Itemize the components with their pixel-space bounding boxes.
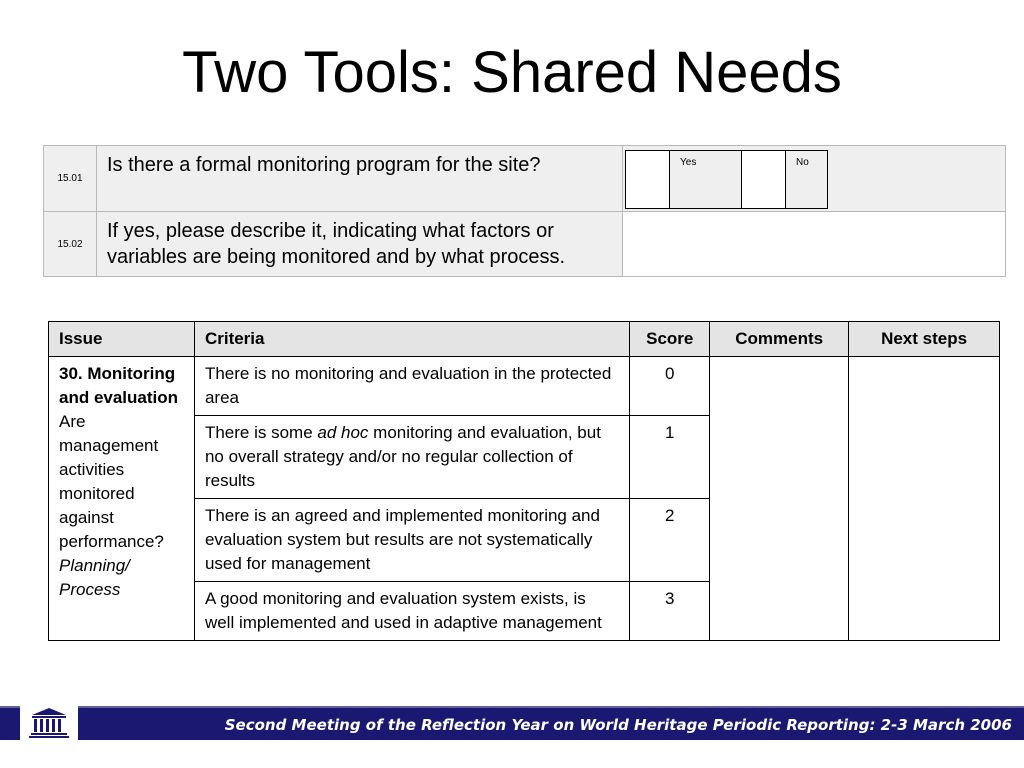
header-criteria: Criteria	[194, 322, 629, 357]
score-cell: 0	[630, 357, 710, 416]
issue-title: 30. Monitoring and evaluation	[59, 364, 179, 407]
criteria-cell: There is some ad hoc monitoring and evaluation, but no overall strategy and/or no regular collection of results	[194, 416, 629, 499]
unesco-temple-icon	[20, 704, 78, 742]
criteria-cell: There is an agreed and implemented monitoring and evaluation system but results are not systematically used for management	[194, 499, 629, 582]
question-number: 15.01	[44, 146, 97, 212]
comments-cell[interactable]	[710, 357, 849, 641]
issue-cell	[49, 357, 195, 641]
issue-category: Planning/ Process	[59, 556, 130, 599]
question-number: 15.02	[44, 212, 97, 277]
score-cell: 3	[630, 582, 710, 641]
no-checkbox[interactable]	[742, 151, 786, 209]
question-row	[44, 146, 1006, 212]
unesco-logo	[20, 704, 78, 742]
yes-checkbox[interactable]	[626, 151, 670, 209]
yes-label: Yes	[670, 151, 742, 209]
table-row	[49, 357, 1000, 416]
question-row	[44, 212, 1006, 277]
question-text: If yes, please describe it, indicating what factors or variables are being monitored and by what process.	[97, 212, 623, 277]
footer-bar	[0, 706, 1024, 740]
header-comments: Comments	[710, 322, 849, 357]
score-cell: 1	[630, 416, 710, 499]
yes-no-answer-cell	[623, 146, 1006, 212]
criteria-cell: A good monitoring and evaluation system exists, is well implemented and used in adaptive management	[194, 582, 629, 641]
scoring-header-row	[49, 322, 1000, 357]
header-next-steps: Next steps	[849, 322, 1000, 357]
description-answer-field[interactable]	[623, 212, 1006, 277]
yes-no-options	[625, 150, 828, 209]
slide-title: Two Tools: Shared Needs	[182, 40, 842, 105]
scoring-table	[48, 321, 1000, 641]
header-score: Score	[630, 322, 710, 357]
criteria-cell: There is no monitoring and evaluation in the protected area	[194, 357, 629, 416]
question-text: Is there a formal monitoring program for the site?	[97, 146, 623, 212]
questionnaire-table	[43, 145, 1006, 277]
footer-text: Second Meeting of the Reflection Year on World Heritage Periodic Reporting: 2-3 March 2006	[224, 716, 1012, 734]
header-issue: Issue	[49, 322, 195, 357]
ad-hoc-emphasis: ad hoc	[317, 423, 369, 442]
no-label: No	[786, 151, 828, 209]
next-steps-cell[interactable]	[849, 357, 1000, 641]
score-cell: 2	[630, 499, 710, 582]
issue-question: Are management activities monitored against performance?	[59, 412, 164, 551]
